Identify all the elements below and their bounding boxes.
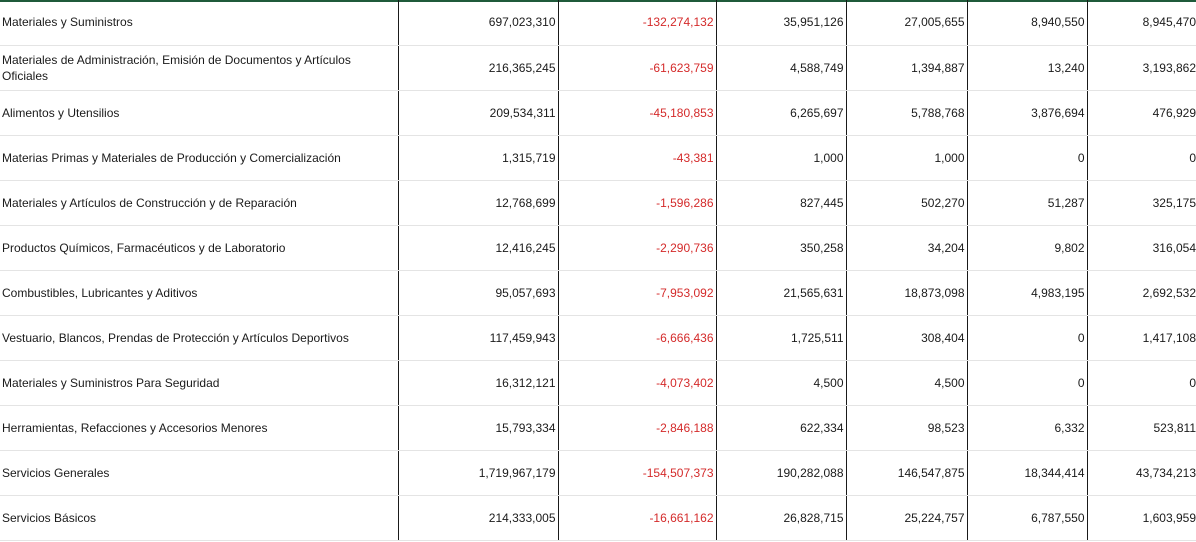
cell-col6: 476,929 [1087,90,1196,135]
cell-col1: 1,719,967,179 [398,450,558,495]
cell-col2-negative: -43,381 [558,135,716,180]
cell-col1: 1,315,719 [398,135,558,180]
cell-col3: 1,725,511 [716,315,846,360]
cell-col6: 523,811 [1087,405,1196,450]
row-label: Materias Primas y Materiales de Producción y Comercialización [0,135,398,180]
cell-col3: 622,334 [716,405,846,450]
cell-col3: 4,588,749 [716,45,846,90]
cell-col3: 26,828,715 [716,495,846,540]
row-label: Materiales de Administración, Emisión de Documentos y Artículos Oficiales [0,45,398,90]
table-row [0,135,1196,180]
cell-col3: 1,000 [716,135,846,180]
cell-col1: 216,365,245 [398,45,558,90]
cell-col4: 5,788,768 [846,90,967,135]
cell-col3: 4,500 [716,360,846,405]
row-label: Alimentos y Utensilios [0,90,398,135]
cell-col2-negative: -2,290,736 [558,225,716,270]
cell-col1: 697,023,310 [398,0,558,45]
cell-col3: 190,282,088 [716,450,846,495]
cell-col3: 350,258 [716,225,846,270]
cell-col4: 146,547,875 [846,450,967,495]
cell-col5: 3,876,694 [967,90,1087,135]
cell-col1: 12,768,699 [398,180,558,225]
table-row [0,360,1196,405]
cell-col3: 827,445 [716,180,846,225]
cell-col4: 18,873,098 [846,270,967,315]
cell-col6: 0 [1087,135,1196,180]
row-label: Materiales y Suministros [0,0,398,45]
cell-col6: 325,175 [1087,180,1196,225]
table-row [0,315,1196,360]
cell-col3: 21,565,631 [716,270,846,315]
cell-col2-negative: -45,180,853 [558,90,716,135]
cell-col5: 13,240 [967,45,1087,90]
cell-col4: 27,005,655 [846,0,967,45]
row-label: Materiales y Artículos de Construcción y de Reparación [0,180,398,225]
cell-col2-negative: -6,666,436 [558,315,716,360]
table-row [0,0,1196,45]
table-row [0,495,1196,540]
cell-col2-negative: -2,846,188 [558,405,716,450]
row-label: Servicios Generales [0,450,398,495]
cell-col4: 4,500 [846,360,967,405]
cell-col1: 209,534,311 [398,90,558,135]
cell-col1: 95,057,693 [398,270,558,315]
cell-col2-negative: -132,274,132 [558,0,716,45]
cell-col5: 0 [967,360,1087,405]
cell-col6: 1,603,959 [1087,495,1196,540]
table-row [0,225,1196,270]
cell-col3: 35,951,126 [716,0,846,45]
cell-col5: 0 [967,135,1087,180]
cell-col3: 6,265,697 [716,90,846,135]
cell-col2-negative: -16,661,162 [558,495,716,540]
cell-col5: 0 [967,315,1087,360]
cell-col6: 8,945,470 [1087,0,1196,45]
cell-col5: 51,287 [967,180,1087,225]
cell-col6: 3,193,862 [1087,45,1196,90]
cell-col6: 43,734,213 [1087,450,1196,495]
cell-col2-negative: -1,596,286 [558,180,716,225]
table-row [0,45,1196,90]
table-row [0,405,1196,450]
cell-col2-negative: -154,507,373 [558,450,716,495]
cell-col1: 214,333,005 [398,495,558,540]
row-label: Materiales y Suministros Para Seguridad [0,360,398,405]
table-row [0,180,1196,225]
row-label: Vestuario, Blancos, Prendas de Protección y Artículos Deportivos [0,315,398,360]
row-label: Servicios Básicos [0,495,398,540]
cell-col5: 4,983,195 [967,270,1087,315]
table-row [0,450,1196,495]
cell-col4: 25,224,757 [846,495,967,540]
cell-col6: 316,054 [1087,225,1196,270]
cell-col5: 18,344,414 [967,450,1087,495]
table-row [0,270,1196,315]
cell-col2-negative: -4,073,402 [558,360,716,405]
cell-col4: 308,404 [846,315,967,360]
cell-col5: 6,332 [967,405,1087,450]
row-label: Productos Químicos, Farmacéuticos y de Laboratorio [0,225,398,270]
cell-col6: 0 [1087,360,1196,405]
cell-col4: 34,204 [846,225,967,270]
cell-col1: 16,312,121 [398,360,558,405]
row-label: Herramientas, Refacciones y Accesorios Menores [0,405,398,450]
cell-col5: 9,802 [967,225,1087,270]
cell-col5: 8,940,550 [967,0,1087,45]
cell-col4: 502,270 [846,180,967,225]
cell-col1: 12,416,245 [398,225,558,270]
cell-col5: 6,787,550 [967,495,1087,540]
cell-col1: 15,793,334 [398,405,558,450]
cell-col6: 2,692,532 [1087,270,1196,315]
cell-col2-negative: -61,623,759 [558,45,716,90]
cell-col1: 117,459,943 [398,315,558,360]
cell-col4: 98,523 [846,405,967,450]
cell-col2-negative: -7,953,092 [558,270,716,315]
cell-col4: 1,000 [846,135,967,180]
row-label: Combustibles, Lubricantes y Aditivos [0,270,398,315]
cell-col6: 1,417,108 [1087,315,1196,360]
table-row [0,90,1196,135]
cell-col4: 1,394,887 [846,45,967,90]
